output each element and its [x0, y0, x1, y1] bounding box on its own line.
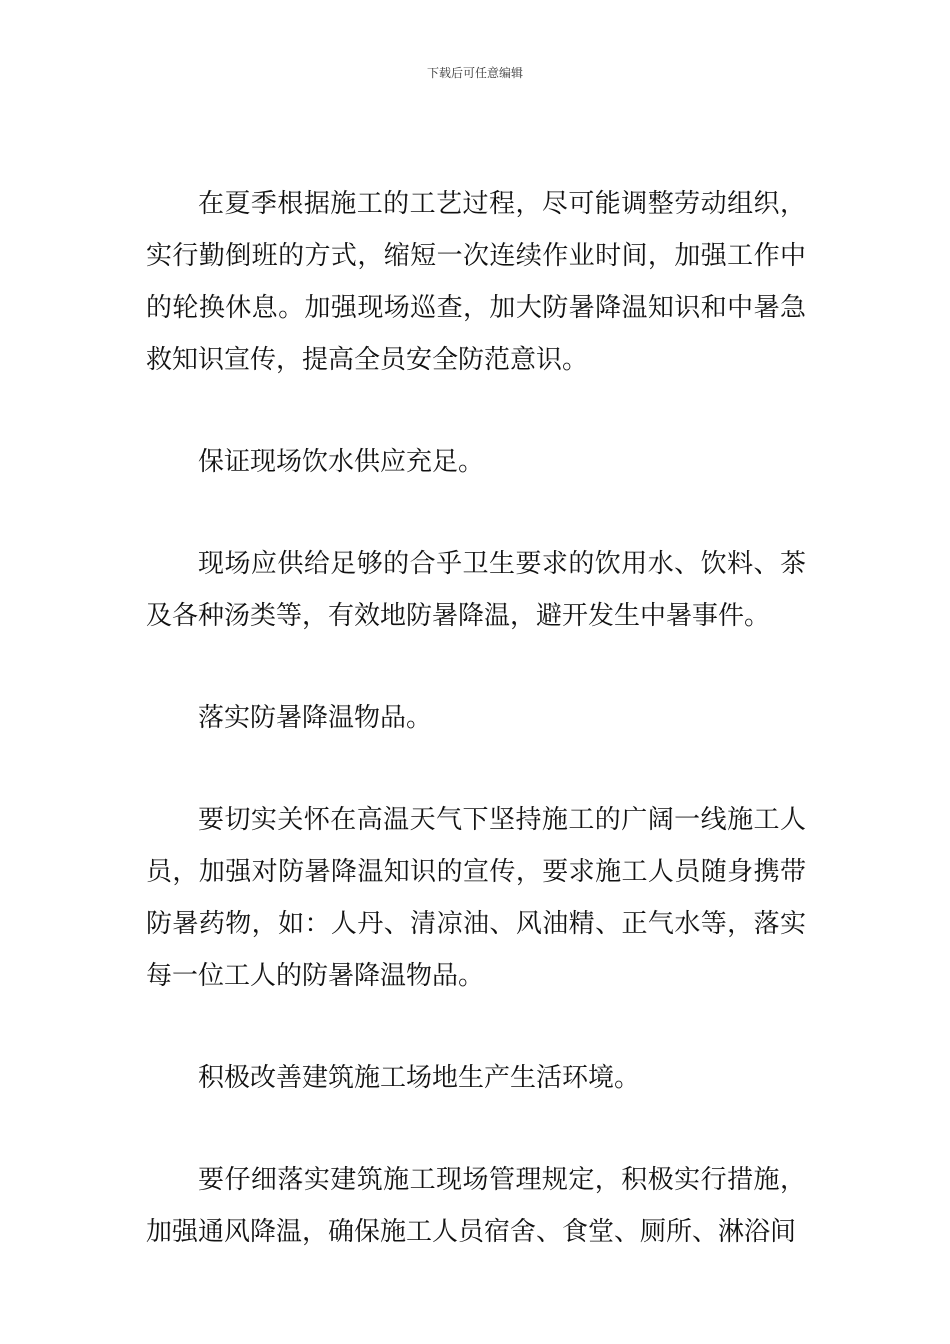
paragraph-water-supply: 现场应供给足够的合乎卫生要求的饮用水、饮料、茶及各种汤类等，有效地防暑降温，避开发生中暑事件。 — [146, 549, 806, 631]
paragraph-cooling-supplies: 要切实关怀在高温天气下坚持施工的广阔一线施工人员，加强对防暑降温知识的宣传，要求施工人员随身携带防暑药物，如：人丹、清凉油、风油精、正气水等，落实每一位工人的防暑降温物品。 — [146, 805, 806, 991]
paragraph-heading-cooling-supplies: 落实防暑降温物品。 — [198, 703, 433, 733]
paragraph-heading-site-environment: 积极改善建筑施工场地生产生活环境。 — [198, 1063, 641, 1093]
paragraph-site-environment: 要仔细落实建筑施工现场管理规定，积极实行措施，加强通风降温，确保施工人员宿舍、食堂、厕所、淋浴间 — [146, 1165, 806, 1247]
document-body — [146, 178, 806, 1258]
paragraph-work-arrangement: 在夏季根据施工的工艺过程，尽可能调整劳动组织，实行勤倒班的方式，缩短一次连续作业时间，加强工作中的轮换休息。加强现场巡查，加大防暑降温知识和中暑急救知识宣传，提高全员安全防范意识。 — [146, 189, 806, 375]
page-header: 下载后可任意编辑 — [426, 66, 523, 80]
paragraph-heading-water-supply: 保证现场饮水供应充足。 — [198, 447, 485, 477]
